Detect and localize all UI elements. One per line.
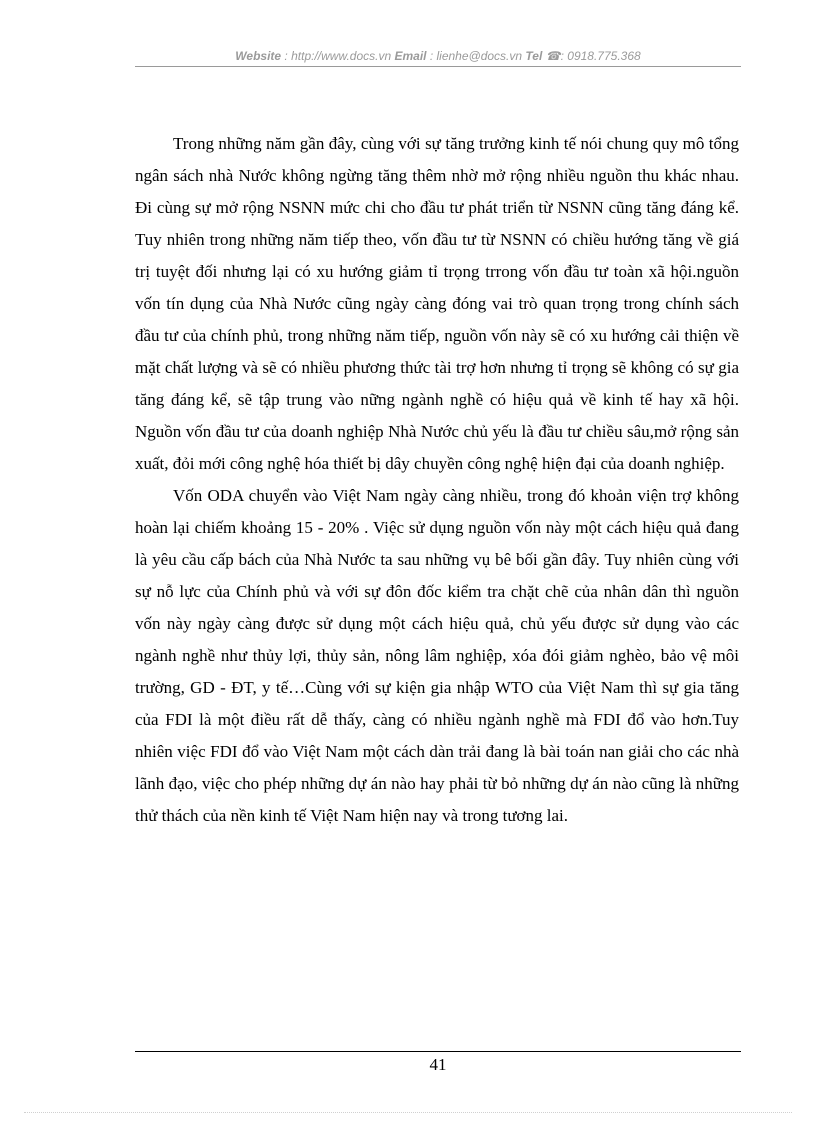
tel-label: Tel [525, 49, 543, 63]
tel-value: : 0918.775.368 [560, 49, 641, 63]
email-value: : lienhe@docs.vn [426, 49, 526, 63]
paragraph-1: Trong những năm gần đây, cùng với sự tăng trưởng kinh tế nói chung quy mô tổng ngân sách nhà Nước không ngừng tăng thêm nhờ mở rộng nhiều nguồn thu khác nhau. Đi cùng sự mở rộng NSNN mức chi cho đầu tư phát triển từ NSNN cũng tăng đáng kể. Tuy nhiên trong những năm tiếp theo, vốn đầu tư từ NSNN có chiều hướng tăng về giá trị tuyệt đối nhưng lại có xu hướng giảm tỉ trọng trrong vốn đầu tư toàn xã hội.nguồn vốn tín dụng của Nhà Nước cũng ngày càng đóng vai trò quan trọng trong chính sách đầu tư của chính phủ, trong những năm tiếp, nguồn vốn này sẽ có xu hướng cải thiện về mặt chất lượng và sẽ có nhiều phương thức tài trợ hơn nhưng tỉ trọng sẽ không có sự gia tăng đáng kể, sẽ tập trung vào nững ngành nghề có hiệu quả về kinh tế hay xã hội. Nguồn vốn đầu tư của doanh nghiệp Nhà Nước chủ yếu là đầu tư chiều sâu,mở rộng sản xuất, đỏi mới công nghệ hóa thiết bị dây chuyền công nghệ hiện đại của doanh nghiệp. [135, 134, 739, 473]
website-value: : http://www.docs.vn [281, 49, 395, 63]
email-label: Email [394, 49, 427, 63]
page-header [135, 48, 741, 67]
page-edge-divider [24, 1112, 792, 1113]
document-body [135, 128, 739, 832]
website-label: Website [235, 49, 282, 63]
paragraph-2: Vốn ODA chuyển vào Việt Nam ngày càng nhiều, trong đó khoản viện trợ không hoàn lại chiếm khoảng 15 - 20% . Việc sử dụng nguồn vốn này một cách hiệu quả đang là yêu cầu cấp bách của Nhà Nước ta sau những vụ bê bối gần đây. Tuy nhiên cùng với sự nỗ lực của Chính phủ và với sự đôn đốc kiểm tra chặt chẽ của nhân dân thì nguồn vốn này ngày càng được sử dụng một cách hiệu quả, chủ yếu được sử dụng vào các ngành nghề như thủy lợi, thủy sản, nông lâm nghiệp, xóa đói giảm nghèo, bảo vệ môi trường, GD - ĐT, y tế…Cùng với sự kiện gia nhập WTO của Việt Nam thì sự gia tăng của FDI là một điều rất dễ thấy, càng có nhiều ngành nghề mà FDI đổ vào hơn.Tuy nhiên việc FDI đổ vào Việt Nam một cách dàn trải đang là bài toán nan giải cho các nhà lãnh đạo, việc cho phép những dự án nào hay phải từ bỏ những dự án nào cũng là những thử thách của nền kinh tế Việt Nam hiện nay và trong tương lai. [135, 486, 739, 825]
phone-icon: ☎ [545, 49, 561, 63]
page-number: 41 [429, 1055, 447, 1074]
footer-divider [135, 1051, 741, 1052]
